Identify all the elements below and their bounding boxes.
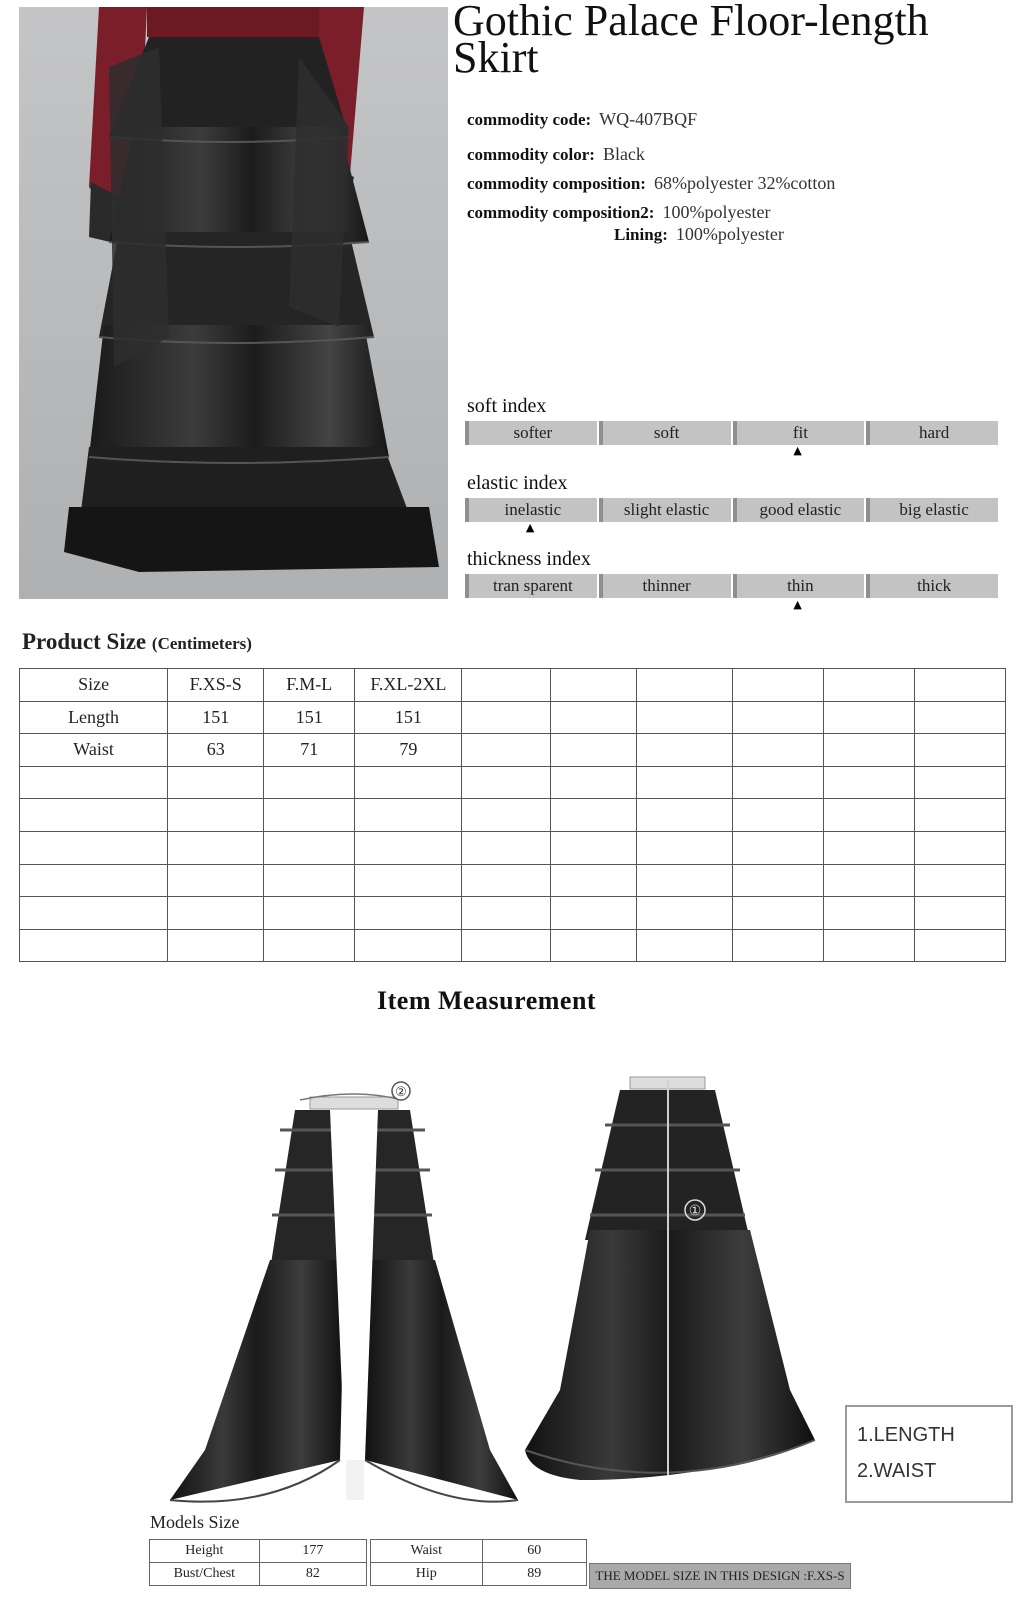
model-row-hip	[371, 1563, 587, 1586]
size-header-label: Size	[20, 669, 168, 702]
waist-xl-2xl: 79	[355, 734, 462, 767]
length-label: Length	[20, 701, 168, 734]
spec-composition-value: 68%polyester 32%cotton	[653, 173, 836, 193]
legend-waist: 2.WAIST	[857, 1460, 937, 1482]
model-height-value: 177	[259, 1540, 366, 1563]
empty-cell	[823, 669, 914, 702]
spec-code-label: commodity code:	[467, 110, 592, 129]
spec-lining-label: Lining:	[614, 225, 668, 244]
thickness-index-scale	[465, 574, 998, 598]
product-size-table	[19, 668, 1006, 962]
empty-cell	[551, 669, 636, 702]
product-size-unit: (Centimeters)	[151, 634, 252, 653]
empty-row	[20, 766, 1006, 799]
size-header-row	[20, 669, 1006, 702]
empty-cell	[636, 701, 732, 734]
size-row-waist	[20, 734, 1006, 767]
model-bust-value: 82	[259, 1563, 366, 1586]
product-size-title	[22, 629, 252, 655]
model-waist-value: 60	[482, 1540, 586, 1563]
empty-cell	[732, 734, 823, 767]
empty-row	[20, 897, 1006, 930]
skirt-back-view	[525, 1077, 815, 1480]
size-header-xs-s: F.XS-S	[168, 669, 264, 702]
waist-marker-label: ②	[395, 1084, 407, 1099]
length-xl-2xl: 151	[355, 701, 462, 734]
elastic-index-title: elastic index	[467, 472, 568, 494]
empty-cell	[551, 734, 636, 767]
empty-row	[20, 864, 1006, 897]
thickness-index-marker-icon: ▲	[793, 598, 802, 611]
soft-index-scale	[465, 421, 998, 445]
models-size-table-right	[370, 1539, 587, 1586]
thickness-index-title: thickness index	[467, 548, 591, 570]
spec-composition2	[467, 202, 770, 223]
soft-option-softer: softer	[465, 421, 597, 445]
waist-m-l: 71	[264, 734, 355, 767]
elastic-option-inelastic: inelastic	[465, 498, 597, 522]
spec-composition2-value: 100%polyester	[662, 202, 771, 222]
elastic-option-good: good elastic	[733, 498, 865, 522]
empty-cell	[914, 734, 1005, 767]
elastic-option-big: big elastic	[866, 498, 998, 522]
empty-row	[20, 831, 1006, 864]
spec-code	[467, 109, 697, 130]
spec-lining-value: 100%polyester	[675, 224, 784, 244]
measurement-illustration	[150, 1030, 850, 1530]
product-photo	[19, 7, 448, 599]
size-row-length	[20, 701, 1006, 734]
length-marker-label: ①	[688, 1202, 702, 1218]
legend-length: 1.LENGTH	[857, 1424, 955, 1446]
model-hip-value: 89	[482, 1563, 586, 1586]
skirt-front-view	[170, 1097, 518, 1502]
empty-cell	[462, 701, 551, 734]
empty-cell	[732, 669, 823, 702]
empty-cell	[636, 734, 732, 767]
models-size-title: Models Size	[150, 1512, 240, 1532]
waist-label: Waist	[20, 734, 168, 767]
thickness-option-thin: thin	[733, 574, 865, 598]
model-height-label: Height	[150, 1540, 260, 1563]
model-row-height	[150, 1540, 367, 1563]
soft-option-soft: soft	[599, 421, 731, 445]
measurement-legend	[845, 1405, 1013, 1503]
length-m-l: 151	[264, 701, 355, 734]
spec-color	[467, 144, 645, 165]
model-row-waist	[371, 1540, 587, 1563]
item-measurement-title: Item Measurement	[377, 986, 597, 1015]
elastic-index-scale	[465, 498, 998, 522]
empty-row	[20, 799, 1006, 832]
soft-index-title: soft index	[467, 395, 547, 417]
empty-cell	[636, 669, 732, 702]
empty-cell	[462, 669, 551, 702]
model-size-note: THE MODEL SIZE IN THIS DESIGN :F.XS-S	[589, 1563, 851, 1589]
spec-code-value: WQ-407BQF	[599, 109, 698, 129]
spec-color-label: commodity color:	[467, 145, 595, 164]
empty-cell	[914, 669, 1005, 702]
elastic-index-marker-icon: ▲	[525, 521, 535, 534]
length-xs-s: 151	[168, 701, 264, 734]
size-header-m-l: F.M-L	[264, 669, 355, 702]
spec-composition2-label: commodity composition2:	[467, 203, 655, 222]
size-header-xl-2xl: F.XL-2XL	[355, 669, 462, 702]
product-title: Gothic Palace Floor-length Skirt	[453, 0, 929, 82]
product-size-heading: Product Size	[22, 629, 147, 654]
soft-option-fit: fit	[733, 421, 865, 445]
empty-cell	[914, 701, 1005, 734]
soft-option-hard: hard	[866, 421, 998, 445]
thickness-option-thick: thick	[866, 574, 998, 598]
soft-index-marker-icon: ▲	[793, 444, 802, 457]
model-hip-label: Hip	[371, 1563, 483, 1586]
spec-color-value: Black	[602, 144, 645, 164]
empty-cell	[823, 734, 914, 767]
spec-lining	[614, 224, 784, 245]
waist-xs-s: 63	[168, 734, 264, 767]
model-bust-label: Bust/Chest	[150, 1563, 260, 1586]
empty-cell	[462, 734, 551, 767]
empty-cell	[732, 701, 823, 734]
elastic-option-slight: slight elastic	[599, 498, 731, 522]
empty-cell	[823, 701, 914, 734]
skirt-diagram	[150, 1030, 850, 1530]
empty-row	[20, 929, 1006, 962]
spec-composition-label: commodity composition:	[467, 174, 646, 193]
thickness-option-thinner: thinner	[599, 574, 731, 598]
model-waist-label: Waist	[371, 1540, 483, 1563]
thickness-option-transparent: tran sparent	[465, 574, 597, 598]
models-size-table-left	[149, 1539, 367, 1586]
empty-cell	[551, 701, 636, 734]
spec-composition	[467, 173, 835, 194]
model-row-bust	[150, 1563, 367, 1586]
